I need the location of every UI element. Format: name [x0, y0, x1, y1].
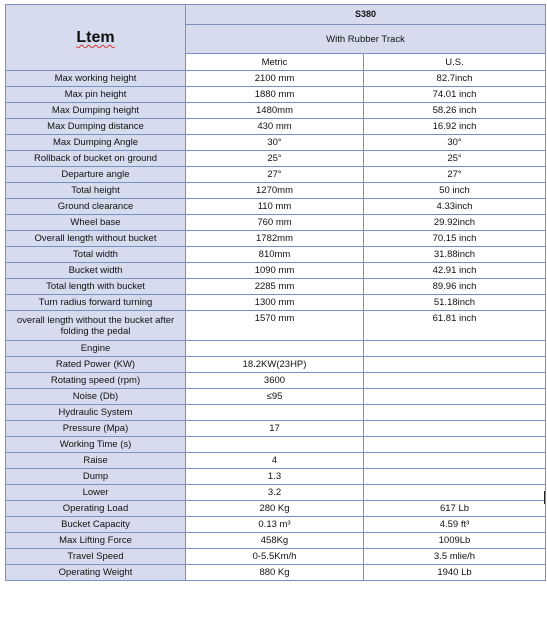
row-us-value: 4.33inch — [364, 199, 546, 215]
row-label: Lower — [6, 485, 186, 501]
row-metric-value: 0.13 m³ — [186, 517, 364, 533]
table-row — [6, 295, 546, 311]
table-row — [6, 373, 546, 389]
item-header-cell — [6, 5, 186, 71]
row-label: Overall length without bucket — [6, 231, 186, 247]
row-label: Max Dumping height — [6, 103, 186, 119]
row-metric-value: 810mm — [186, 247, 364, 263]
table-row — [6, 437, 546, 453]
row-us-value: 617 Lb — [364, 501, 546, 517]
row-metric-value: 25° — [186, 151, 364, 167]
row-metric-value — [186, 341, 364, 357]
row-us-value: 70.15 inch — [364, 231, 546, 247]
row-metric-value: 1270mm — [186, 183, 364, 199]
table-row — [6, 103, 546, 119]
row-label: Bucket Capacity — [6, 517, 186, 533]
item-header-label: Ltem — [76, 29, 115, 46]
row-us-value: 31.88inch — [364, 247, 546, 263]
row-metric-value: ≤95 — [186, 389, 364, 405]
table-row — [6, 485, 546, 501]
row-us-value: 51.18inch — [364, 295, 546, 311]
row-label: Departure angle — [6, 167, 186, 183]
row-us-value: 29.92inch — [364, 215, 546, 231]
table-row — [6, 231, 546, 247]
table-row — [6, 247, 546, 263]
row-metric-value: 2100 mm — [186, 71, 364, 87]
row-label: Operating Weight — [6, 565, 186, 581]
table-row — [6, 135, 546, 151]
table-row — [6, 199, 546, 215]
row-us-value — [364, 341, 546, 357]
table-row — [6, 421, 546, 437]
row-metric-value: 458Kg — [186, 533, 364, 549]
row-us-value: 1009Lb — [364, 533, 546, 549]
row-us-value: 30° — [364, 135, 546, 151]
table-row — [6, 405, 546, 421]
row-label: Pressure (Mpa) — [6, 421, 186, 437]
row-us-value — [364, 421, 546, 437]
row-label: Total height — [6, 183, 186, 199]
row-metric-value — [186, 405, 364, 421]
row-us-value — [364, 357, 546, 373]
row-metric-value: 1480mm — [186, 103, 364, 119]
table-row — [6, 311, 546, 341]
row-metric-value: 280 Kg — [186, 501, 364, 517]
row-us-value: 1940 Lb — [364, 565, 546, 581]
row-metric-value: 2285 mm — [186, 279, 364, 295]
row-metric-value: 1.3 — [186, 469, 364, 485]
row-label: Hydraulic System — [6, 405, 186, 421]
table-row — [6, 533, 546, 549]
table-row — [6, 549, 546, 565]
table-row — [6, 453, 546, 469]
unit-us-header: U.S. — [364, 54, 546, 71]
row-us-value: 42.91 inch — [364, 263, 546, 279]
row-us-value — [364, 453, 546, 469]
table-row — [6, 565, 546, 581]
row-metric-value: 27° — [186, 167, 364, 183]
row-metric-value: 1300 mm — [186, 295, 364, 311]
table-row — [6, 389, 546, 405]
table-row — [6, 517, 546, 533]
row-us-value — [364, 437, 546, 453]
row-label: Raise — [6, 453, 186, 469]
row-label: Ground clearance — [6, 199, 186, 215]
row-label: Dump — [6, 469, 186, 485]
table-row — [6, 151, 546, 167]
row-us-value: 61.81 inch — [364, 311, 546, 341]
row-label: overall length without the bucket after folding the pedal — [6, 311, 186, 341]
row-label: Wheel base — [6, 215, 186, 231]
row-metric-value: 17 — [186, 421, 364, 437]
row-metric-value: 30° — [186, 135, 364, 151]
row-label: Travel Speed — [6, 549, 186, 565]
row-us-value — [364, 373, 546, 389]
text-cursor — [544, 491, 545, 504]
row-label: Max pin height — [6, 87, 186, 103]
row-metric-value — [186, 437, 364, 453]
row-us-value: 82.7inch — [364, 71, 546, 87]
row-us-value: 74.01 inch — [364, 87, 546, 103]
row-label: Turn radius forward turning — [6, 295, 186, 311]
row-us-value: 25° — [364, 151, 546, 167]
table-row — [6, 469, 546, 485]
row-metric-value: 0-5.5Km/h — [186, 549, 364, 565]
row-us-value: 3.5 mlie/h — [364, 549, 546, 565]
row-us-value: 27° — [364, 167, 546, 183]
row-metric-value: 3.2 — [186, 485, 364, 501]
row-metric-value: 1090 mm — [186, 263, 364, 279]
table-row — [6, 87, 546, 103]
row-metric-value: 430 mm — [186, 119, 364, 135]
row-label: Max working height — [6, 71, 186, 87]
table-row — [6, 167, 546, 183]
row-metric-value: 880 Kg — [186, 565, 364, 581]
row-label: Rotating speed (rpm) — [6, 373, 186, 389]
spec-table — [5, 4, 546, 581]
row-metric-value: 1880 mm — [186, 87, 364, 103]
row-us-value: 16.92 inch — [364, 119, 546, 135]
row-label: Operating Load — [6, 501, 186, 517]
model-header: S380 — [186, 5, 546, 25]
row-label: Bucket width — [6, 263, 186, 279]
table-row — [6, 279, 546, 295]
row-us-value — [364, 389, 546, 405]
row-metric-value: 1782mm — [186, 231, 364, 247]
row-metric-value: 760 mm — [186, 215, 364, 231]
table-row — [6, 71, 546, 87]
table-row — [6, 215, 546, 231]
row-us-value: 4.59 ft³ — [364, 517, 546, 533]
unit-metric-header: Metric — [186, 54, 364, 71]
variant-header: With Rubber Track — [186, 25, 546, 54]
row-label: Total length with bucket — [6, 279, 186, 295]
table-row — [6, 357, 546, 373]
row-metric-value: 4 — [186, 453, 364, 469]
row-us-value — [364, 485, 546, 501]
row-metric-value: 3600 — [186, 373, 364, 389]
row-label: Rollback of bucket on ground — [6, 151, 186, 167]
row-label: Working Time (s) — [6, 437, 186, 453]
table-row — [6, 263, 546, 279]
row-label: Total width — [6, 247, 186, 263]
table-row — [6, 119, 546, 135]
row-label: Noise (Db) — [6, 389, 186, 405]
row-us-value: 89.96 inch — [364, 279, 546, 295]
row-us-value: 50 inch — [364, 183, 546, 199]
row-metric-value: 1570 mm — [186, 311, 364, 341]
row-label: Max Lifting Force — [6, 533, 186, 549]
row-us-value — [364, 469, 546, 485]
row-metric-value: 110 mm — [186, 199, 364, 215]
table-row — [6, 183, 546, 199]
table-row — [6, 501, 546, 517]
row-label: Max Dumping distance — [6, 119, 186, 135]
row-metric-value: 18.2KW(23HP) — [186, 357, 364, 373]
row-label: Max Dumping Angle — [6, 135, 186, 151]
row-label: Rated Power (KW) — [6, 357, 186, 373]
row-us-value: 58.26 inch — [364, 103, 546, 119]
row-us-value — [364, 405, 546, 421]
row-label: Engine — [6, 341, 186, 357]
table-row — [6, 341, 546, 357]
